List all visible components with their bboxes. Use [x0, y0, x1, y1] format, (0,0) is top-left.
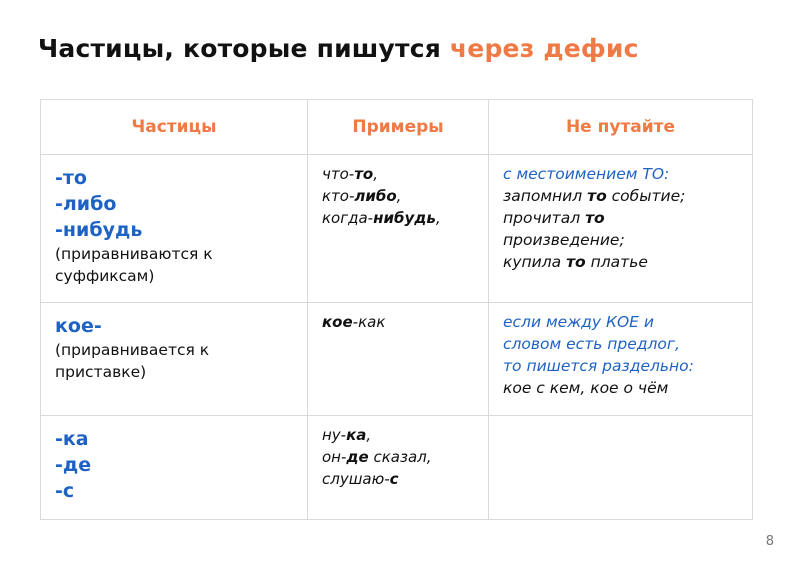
particle: -ка [55, 428, 89, 450]
particle: -нибудь [55, 219, 143, 241]
particle-note: (приравниваются к суффиксам) [55, 245, 213, 285]
header-examples: Примеры [308, 100, 489, 155]
confuse-rule: если между КОЕ и [503, 313, 654, 331]
example: что-то, [322, 165, 378, 183]
example: он-де сказал, [322, 448, 432, 466]
particles-cell [41, 155, 308, 303]
page-title [38, 34, 639, 63]
table-row [41, 416, 753, 520]
example: когда-нибудь, [322, 209, 441, 227]
page-number: 8 [765, 534, 774, 549]
table-row [41, 303, 753, 416]
example: слушаю-с [322, 470, 399, 488]
title-main: Частицы, которые пишутся [38, 34, 450, 63]
particle: -с [55, 480, 75, 502]
confuse-cell-empty [489, 416, 753, 520]
confuse-example: запомнил то событие; [503, 187, 686, 205]
example: ну-ка, [322, 426, 372, 444]
particle: -де [55, 454, 92, 476]
particles-table [40, 99, 753, 520]
header-row [41, 100, 753, 155]
examples-cell [308, 155, 489, 303]
confuse-rule: с местоимением ТО: [503, 165, 670, 183]
particle: кое- [55, 315, 102, 337]
header-do-not-confuse: Не путайте [489, 100, 753, 155]
particle-note: (приравнивается к приставке) [55, 341, 210, 381]
examples-cell [308, 416, 489, 520]
example: кое-как [322, 313, 386, 331]
particle: -либо [55, 193, 117, 215]
title-accent: через дефис [449, 34, 639, 63]
table-row [41, 155, 753, 303]
confuse-cell [489, 303, 753, 416]
particles-cell [41, 303, 308, 416]
confuse-example: прочитал то [503, 209, 605, 227]
particles-cell [41, 416, 308, 520]
header-particles: Частицы [41, 100, 308, 155]
confuse-rule: то пишется раздельно: [503, 357, 694, 375]
confuse-example: кое с кем, кое о чём [503, 379, 669, 397]
example: кто-либо, [322, 187, 402, 205]
examples-cell [308, 303, 489, 416]
confuse-cell [489, 155, 753, 303]
confuse-example: купила то платье [503, 253, 648, 271]
particle: -то [55, 167, 87, 189]
confuse-rule: словом есть предлог, [503, 335, 680, 353]
confuse-example: произведение; [503, 231, 625, 249]
